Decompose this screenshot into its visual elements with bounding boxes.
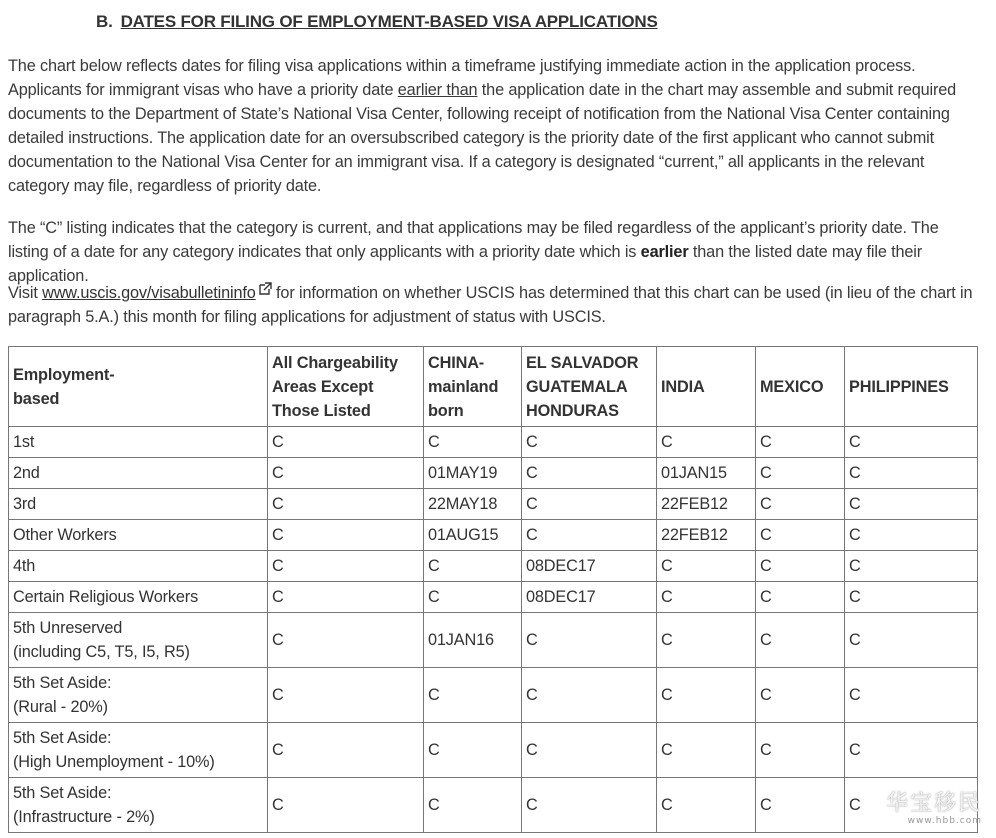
table-cell: 01AUG15	[424, 520, 522, 551]
row-label-text: Other Workers	[13, 526, 117, 544]
table-cell: C	[268, 458, 424, 489]
table-cell: C	[522, 520, 657, 551]
table-row	[9, 582, 978, 613]
row-label-text: 3rd	[13, 495, 37, 513]
intro-underlined-text: earlier than	[397, 81, 478, 99]
table-cell: C	[268, 723, 424, 778]
table-cell: 22FEB12	[657, 489, 756, 520]
table-cell: C	[657, 778, 756, 833]
table-row	[9, 668, 978, 723]
table-cell: C	[756, 778, 845, 833]
table-row	[9, 489, 978, 520]
table-cell: C	[268, 613, 424, 668]
row-label-cell	[9, 668, 268, 723]
column-header-text: based	[13, 389, 60, 408]
table-cell: 01MAY19	[424, 458, 522, 489]
table-cell: 08DEC17	[522, 551, 657, 582]
table-cell: C	[268, 668, 424, 723]
table-cell: C	[424, 582, 522, 613]
table-cell: C	[657, 427, 756, 458]
uscis-text-2: for information on whether USCIS has determined that this chart can be used (in lieu of the chart in paragraph 5.A.) this month for filing applications for adjustment of status with USCIS.	[8, 284, 973, 326]
table-body	[9, 427, 978, 833]
table-cell: C	[424, 723, 522, 778]
column-header-text: INDIA	[661, 377, 705, 396]
row-label-text: 2nd	[13, 464, 40, 482]
table-cell: C	[522, 668, 657, 723]
column-header-text: EL SALVADOR	[526, 353, 639, 372]
listing-text-1: The “C” listing indicates that the category is current, and that applications may be filed regardless of the applicant’s priority date. The listing of a date for any category indicates that only applicants with a priority date which is	[8, 219, 939, 261]
row-label-text: 4th	[13, 557, 36, 575]
column-header	[268, 347, 424, 427]
table-cell: C	[845, 551, 978, 582]
listing-bold-text: earlier	[640, 243, 689, 261]
table-cell: C	[845, 778, 978, 833]
listing-text-2: than the listed date may file their application.	[8, 243, 923, 285]
watermark-text: 华宝移民	[885, 791, 982, 816]
table-row	[9, 458, 978, 489]
row-label-text: (High Unemployment - 10%)	[13, 753, 215, 771]
table-row	[9, 613, 978, 668]
table-row	[9, 520, 978, 551]
column-header	[657, 347, 756, 427]
table-row	[9, 551, 978, 582]
row-label-text: Certain Religious Workers	[13, 588, 199, 606]
table-cell: C	[657, 668, 756, 723]
row-label-cell	[9, 582, 268, 613]
table-cell: 08DEC17	[522, 582, 657, 613]
row-label-cell	[9, 520, 268, 551]
table-cell: C	[522, 613, 657, 668]
table-cell: C	[756, 520, 845, 551]
table-cell: 01JAN16	[424, 613, 522, 668]
column-header-text: mainland	[428, 377, 499, 396]
table-cell: C	[756, 668, 845, 723]
section-heading	[96, 12, 658, 32]
column-header-text: Areas Except	[272, 377, 374, 396]
row-label-cell	[9, 551, 268, 582]
table-cell: C	[424, 551, 522, 582]
table-cell: C	[657, 551, 756, 582]
column-header-text: All Chargeability	[272, 353, 398, 372]
row-label-text: 5th Set Aside:	[13, 674, 112, 692]
intro-paragraph	[8, 54, 983, 198]
table-cell: C	[845, 427, 978, 458]
table-cell: 22MAY18	[424, 489, 522, 520]
external-link-icon[interactable]	[258, 279, 272, 303]
table-cell: C	[522, 489, 657, 520]
column-header	[424, 347, 522, 427]
row-label-cell	[9, 778, 268, 833]
section-title: DATES FOR FILING OF EMPLOYMENT-BASED VISA APPLICATIONS	[120, 12, 658, 31]
table-cell: C	[756, 458, 845, 489]
uscis-text-1: Visit	[8, 284, 43, 302]
table-cell: C	[756, 613, 845, 668]
column-header-text: Employment-	[13, 365, 115, 384]
table-cell: C	[522, 778, 657, 833]
table-cell: 22FEB12	[657, 520, 756, 551]
table-cell: 01JAN15	[657, 458, 756, 489]
uscis-paragraph	[8, 281, 983, 329]
table-cell: C	[268, 551, 424, 582]
table-cell: C	[845, 613, 978, 668]
row-label-text: 5th Unreserved	[13, 619, 123, 637]
column-header-text: CHINA-	[428, 353, 485, 372]
table-cell: C	[756, 582, 845, 613]
table-row	[9, 427, 978, 458]
row-label-text: 5th Set Aside:	[13, 729, 112, 747]
section-letter: B.	[96, 12, 113, 31]
row-label-text: 5th Set Aside:	[13, 784, 112, 802]
table-cell: C	[845, 458, 978, 489]
row-label-cell	[9, 613, 268, 668]
table-row	[9, 778, 978, 833]
row-label-text: 1st	[13, 433, 35, 451]
intro-text-1: The chart below reflects dates for filing visa applications within a timeframe justifying immediate action in the application process. Applicants for immigrant visas who have a priority date	[8, 57, 916, 99]
employment-dates-table	[8, 346, 978, 833]
row-label-cell	[9, 723, 268, 778]
column-header	[522, 347, 657, 427]
table-cell: C	[756, 723, 845, 778]
column-header-text: MEXICO	[760, 377, 824, 396]
row-label-cell	[9, 458, 268, 489]
table-cell: C	[268, 427, 424, 458]
table-cell: C	[845, 520, 978, 551]
table-cell: C	[522, 427, 657, 458]
table-cell: C	[268, 489, 424, 520]
table-cell: C	[522, 458, 657, 489]
row-label-cell	[9, 427, 268, 458]
table-cell: C	[657, 582, 756, 613]
table-cell: C	[845, 668, 978, 723]
table-cell: C	[268, 778, 424, 833]
table-cell: C	[845, 489, 978, 520]
table-cell: C	[845, 723, 978, 778]
row-label-text: (Rural - 20%)	[13, 698, 108, 716]
table-cell: C	[657, 723, 756, 778]
column-header-text: GUATEMALA	[526, 377, 628, 396]
table-cell: C	[657, 613, 756, 668]
current-listing-paragraph	[8, 216, 983, 288]
table-row	[9, 723, 978, 778]
column-header-text: born	[428, 401, 464, 420]
table-cell: C	[424, 778, 522, 833]
table-cell: C	[424, 668, 522, 723]
table-cell: C	[522, 723, 657, 778]
table-cell: C	[268, 520, 424, 551]
column-header	[9, 347, 268, 427]
table-cell: C	[424, 427, 522, 458]
watermark-logo	[886, 792, 982, 826]
watermark-url: www.hbb.com	[907, 816, 982, 826]
table-cell: C	[756, 551, 845, 582]
column-header-text: Those Listed	[272, 401, 371, 420]
column-header-text: HONDURAS	[526, 401, 619, 420]
column-header	[756, 347, 845, 427]
intro-text-2: the application date in the chart may assemble and submit required documents to the Department of State’s National Visa Center, following receipt of notification from the National Visa Center containing detailed instructions. The application date for an oversubscribed category is the priority date of the first applicant who cannot submit documentation to the National Visa Center for an immigrant visa. If a category is designated “current,” all applicants in the relevant category may file, regardless of priority date.	[8, 81, 957, 195]
column-header	[845, 347, 978, 427]
column-header-text: PHILIPPINES	[849, 377, 949, 396]
table-header-row	[9, 347, 978, 427]
table-cell: C	[756, 489, 845, 520]
row-label-text: (including C5, T5, I5, R5)	[13, 643, 190, 661]
row-label-text: (Infrastructure - 2%)	[13, 808, 155, 826]
table-cell: C	[756, 427, 845, 458]
table-cell: C	[268, 582, 424, 613]
row-label-cell	[9, 489, 268, 520]
uscis-link[interactable]: www.uscis.gov/visabulletininfo	[42, 284, 256, 302]
table-cell: C	[845, 582, 978, 613]
